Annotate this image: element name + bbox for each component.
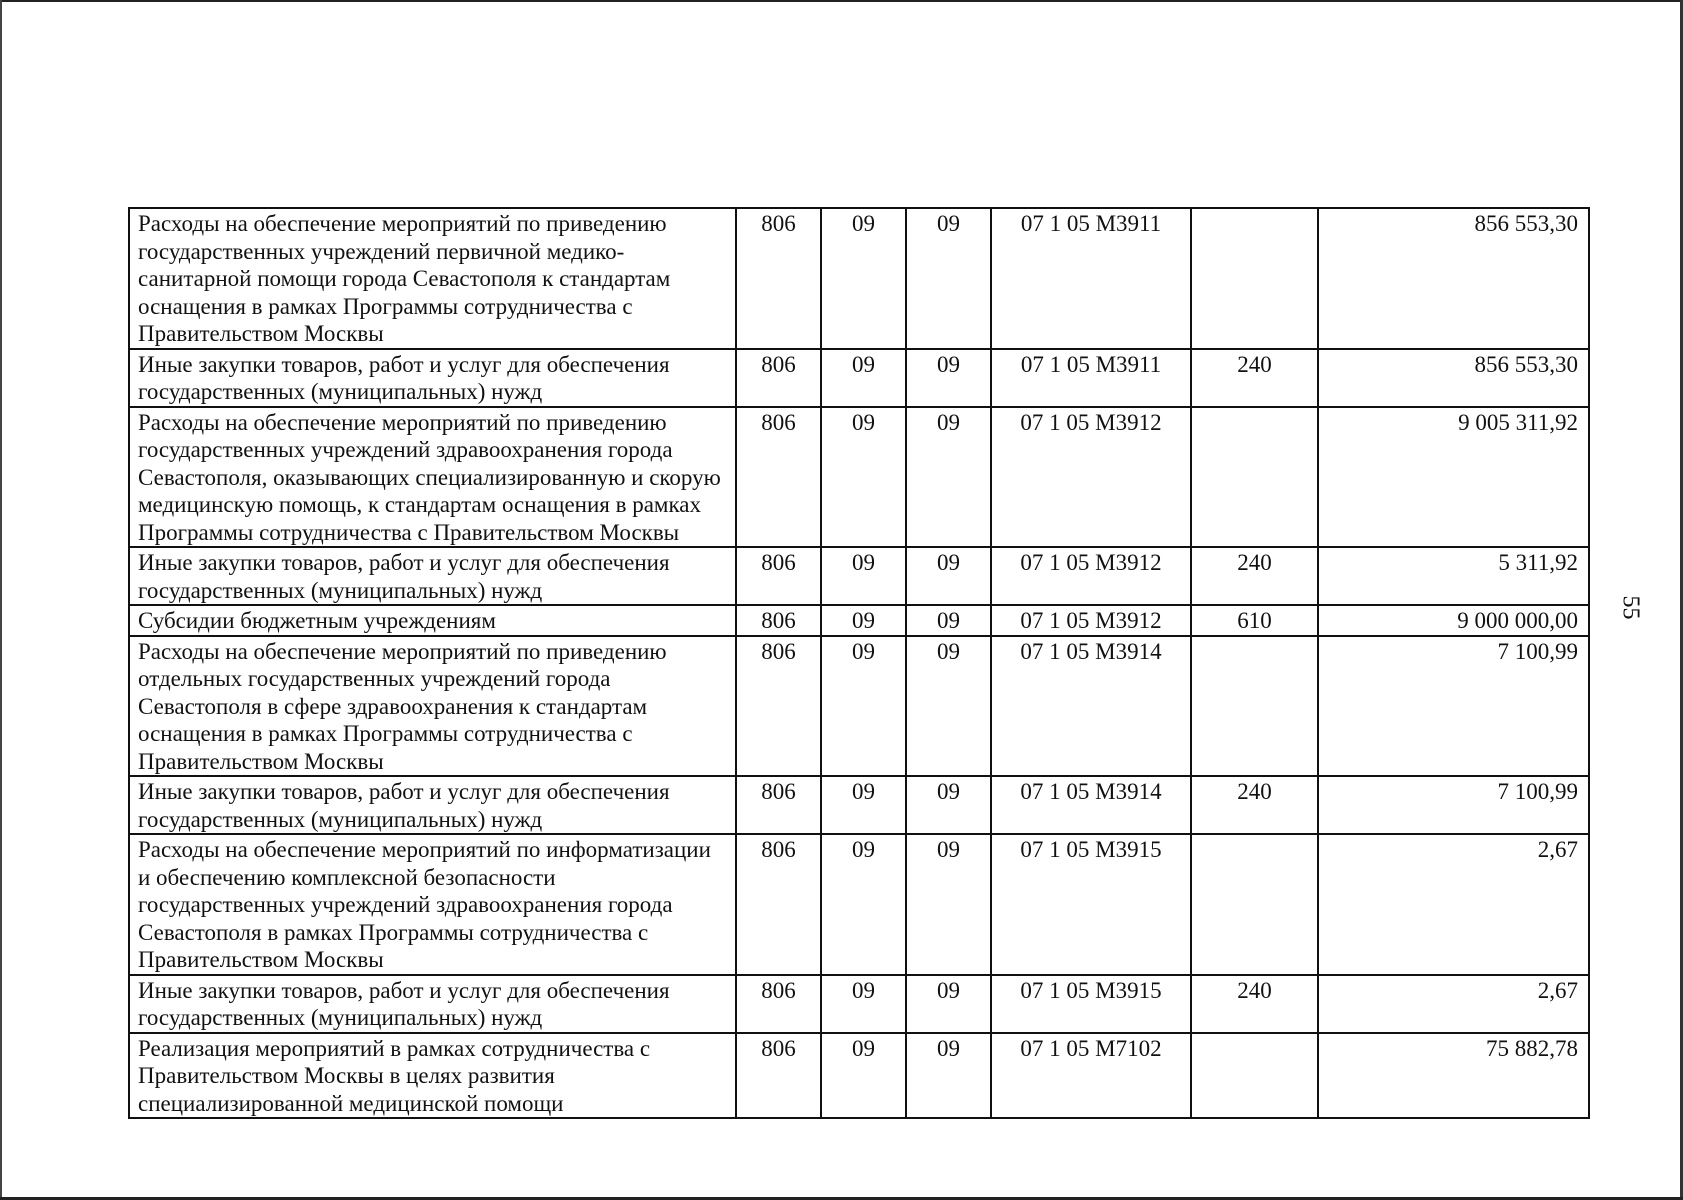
row-pr: 09 <box>906 349 991 407</box>
page-number: 55 <box>1617 595 1644 620</box>
row-vr <box>1191 834 1318 975</box>
row-pr: 09 <box>906 1033 991 1119</box>
row-cs: 07 1 05 М3915 <box>991 975 1191 1033</box>
row-pr: 09 <box>906 407 991 548</box>
table-row <box>129 407 1589 548</box>
row-name: Иные закупки товаров, работ и услуг для обеспечения государственных (муниципальных) нужд <box>129 349 736 407</box>
row-name: Иные закупки товаров, работ и услуг для обеспечения государственных (муниципальных) нужд <box>129 975 736 1033</box>
row-ved: 806 <box>736 776 821 834</box>
row-pr: 09 <box>906 208 991 349</box>
row-sum: 7 100,99 <box>1318 776 1589 834</box>
table-row <box>129 605 1589 636</box>
row-sum: 2,67 <box>1318 834 1589 975</box>
row-cs: 07 1 05 М3915 <box>991 834 1191 975</box>
row-rz: 09 <box>821 636 906 777</box>
row-vr: 240 <box>1191 547 1318 605</box>
row-cs: 07 1 05 М3912 <box>991 605 1191 636</box>
row-rz: 09 <box>821 605 906 636</box>
row-ved: 806 <box>736 407 821 548</box>
table-row <box>129 834 1589 975</box>
row-name: Расходы на обеспечение мероприятий по информатизации и обеспечению комплексной безопасности государственных учреждений здравоохранения города Севастополя в рамках Программы сотрудничества с Правительством Москвы <box>129 834 736 975</box>
row-ved: 806 <box>736 975 821 1033</box>
row-pr: 09 <box>906 547 991 605</box>
row-name: Субсидии бюджетным учреждениям <box>129 605 736 636</box>
row-cs: 07 1 05 М3914 <box>991 776 1191 834</box>
row-name: Иные закупки товаров, работ и услуг для обеспечения государственных (муниципальных) нужд <box>129 776 736 834</box>
row-ved: 806 <box>736 1033 821 1119</box>
row-sum: 9 000 000,00 <box>1318 605 1589 636</box>
row-ved: 806 <box>736 605 821 636</box>
row-sum: 75 882,78 <box>1318 1033 1589 1119</box>
scan-border-left <box>0 0 2 1200</box>
row-vr: 240 <box>1191 776 1318 834</box>
table-row <box>129 975 1589 1033</box>
row-cs: 07 1 05 М3912 <box>991 407 1191 548</box>
table-row <box>129 1033 1589 1119</box>
row-rz: 09 <box>821 349 906 407</box>
row-cs: 07 1 05 М3911 <box>991 208 1191 349</box>
row-cs: 07 1 05 М3911 <box>991 349 1191 407</box>
row-pr: 09 <box>906 834 991 975</box>
row-name: Расходы на обеспечение мероприятий по приведению государственных учреждений здравоохранения города Севастополя, оказывающих специализированную и скорую медицинскую помощь, к стандартам оснащения в рамках Программы сотрудничества с Правительством Москвы <box>129 407 736 548</box>
row-pr: 09 <box>906 636 991 777</box>
row-cs: 07 1 05 М7102 <box>991 1033 1191 1119</box>
row-vr <box>1191 636 1318 777</box>
table-body <box>129 208 1589 1118</box>
row-vr <box>1191 407 1318 548</box>
row-sum: 7 100,99 <box>1318 636 1589 777</box>
row-rz: 09 <box>821 975 906 1033</box>
row-rz: 09 <box>821 1033 906 1119</box>
row-rz: 09 <box>821 208 906 349</box>
row-vr: 240 <box>1191 349 1318 407</box>
row-cs: 07 1 05 М3912 <box>991 547 1191 605</box>
table-row <box>129 547 1589 605</box>
row-sum: 856 553,30 <box>1318 349 1589 407</box>
row-name: Расходы на обеспечение мероприятий по приведению государственных учреждений первичной медико-санитарной помощи города Севастополя к стандартам оснащения в рамках Программы сотрудничества с Правительством Москвы <box>129 208 736 349</box>
row-rz: 09 <box>821 834 906 975</box>
row-vr <box>1191 208 1318 349</box>
row-ved: 806 <box>736 208 821 349</box>
row-pr: 09 <box>906 975 991 1033</box>
row-ved: 806 <box>736 349 821 407</box>
row-sum: 5 311,92 <box>1318 547 1589 605</box>
row-cs: 07 1 05 М3914 <box>991 636 1191 777</box>
row-ved: 806 <box>736 547 821 605</box>
row-rz: 09 <box>821 776 906 834</box>
table-row <box>129 636 1589 777</box>
table-row <box>129 776 1589 834</box>
table-row <box>129 349 1589 407</box>
row-rz: 09 <box>821 547 906 605</box>
budget-table <box>128 207 1590 1119</box>
row-name: Иные закупки товаров, работ и услуг для обеспечения государственных (муниципальных) нужд <box>129 547 736 605</box>
row-vr: 240 <box>1191 975 1318 1033</box>
row-vr: 610 <box>1191 605 1318 636</box>
row-ved: 806 <box>736 636 821 777</box>
row-name: Реализация мероприятий в рамках сотрудничества с Правительством Москвы в целях развития специализированной медицинской помощи <box>129 1033 736 1119</box>
row-vr <box>1191 1033 1318 1119</box>
row-name: Расходы на обеспечение мероприятий по приведению отдельных государственных учреждений города Севастополя в сфере здравоохранения к стандартам оснащения в рамках Программы сотрудничества с Правительством Москвы <box>129 636 736 777</box>
row-pr: 09 <box>906 776 991 834</box>
row-sum: 2,67 <box>1318 975 1589 1033</box>
row-sum: 9 005 311,92 <box>1318 407 1589 548</box>
row-rz: 09 <box>821 407 906 548</box>
row-ved: 806 <box>736 834 821 975</box>
row-pr: 09 <box>906 605 991 636</box>
row-sum: 856 553,30 <box>1318 208 1589 349</box>
scan-border-top <box>0 0 1683 2</box>
table-row <box>129 208 1589 349</box>
